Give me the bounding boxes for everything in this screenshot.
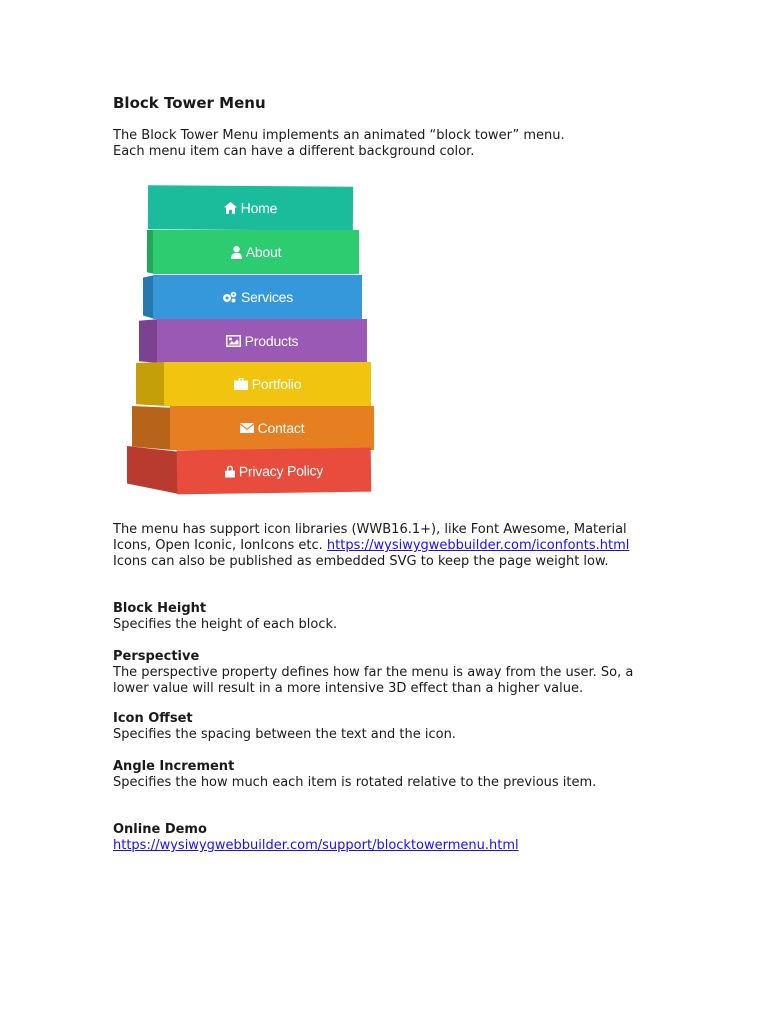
home-icon: [224, 202, 237, 214]
section-heading: Block Height: [113, 601, 207, 616]
page-title: Block Tower Menu: [113, 94, 266, 112]
block-front: [153, 275, 362, 319]
block-side: [139, 319, 159, 363]
menu-item-portfolio[interactable]: [136, 362, 371, 406]
section-text: The perspective property defines how far the menu is away from the user. So, a: [113, 665, 634, 680]
menu-item-label: Contact: [257, 420, 305, 436]
section-icon-offset: [113, 711, 456, 743]
menu-item-contact[interactable]: [132, 406, 374, 450]
text-line: [113, 538, 629, 554]
briefcase-icon: [234, 378, 248, 390]
lock-icon: [225, 466, 235, 478]
block-front: [177, 448, 372, 495]
section-heading: Online Demo: [113, 822, 207, 837]
section-text: Specifies the how much each item is rotated relative to the previous item.: [113, 775, 597, 790]
block-front: [153, 230, 359, 274]
section-angle-increment: [113, 759, 596, 791]
intro-line: Each menu item can have a different background color.: [113, 144, 475, 159]
block-front: [164, 362, 371, 406]
section-heading: Icon Offset: [113, 711, 193, 726]
block-front: [157, 319, 367, 363]
menu-item-products[interactable]: [139, 319, 367, 363]
section-perspective: [113, 649, 633, 697]
menu-item-label: Portfolio: [251, 376, 302, 392]
envelope-icon: [240, 423, 254, 433]
text-line: Icons can also be published as embedded SVG to keep the page weight low.: [113, 554, 609, 569]
iconfonts-link[interactable]: https://wysiwygwebbuilder.com/iconfonts.html: [326, 538, 630, 553]
menu-item-label: Services: [240, 289, 294, 305]
block-side: [132, 406, 172, 450]
section-online-demo: [113, 822, 519, 854]
image-icon: [226, 335, 241, 347]
menu-item-home[interactable]: [148, 185, 353, 230]
intro-line: The Block Tower Menu implements an animated “block tower” menu.: [113, 128, 565, 143]
menu-item-about[interactable]: [147, 230, 359, 274]
gears-icon: [222, 291, 237, 303]
block-side: [136, 362, 166, 406]
user-icon: [231, 246, 242, 259]
icon-support-paragraph: [113, 522, 629, 570]
block-side: [127, 446, 179, 494]
block-front: [170, 406, 374, 450]
text-segment: Icons, Open Iconic, IonIcons etc.: [113, 538, 327, 553]
section-text: Specifies the height of each block.: [113, 617, 338, 632]
section-heading: Perspective: [113, 649, 200, 664]
section-heading: Angle Increment: [113, 759, 235, 774]
menu-item-services[interactable]: [143, 275, 362, 319]
block-tower-menu: [133, 184, 393, 500]
menu-item-label: About: [245, 244, 282, 260]
text-line: The menu has support icon libraries (WWB16.1+), like Font Awesome, Material: [113, 522, 627, 537]
menu-item-label: Products: [244, 333, 299, 349]
menu-item-privacy-policy[interactable]: [127, 446, 377, 494]
section-text: lower value will result in a more intensive 3D effect than a higher value.: [113, 681, 584, 696]
menu-item-label: Home: [240, 199, 278, 217]
menu-item-label: Privacy Policy: [238, 462, 324, 480]
section-block-height: [113, 601, 337, 633]
intro-paragraph: [113, 128, 565, 160]
section-text: Specifies the spacing between the text and the icon.: [113, 727, 456, 742]
block-front: [148, 185, 353, 230]
demo-link[interactable]: https://wysiwygwebbuilder.com/support/blocktowermenu.html: [113, 838, 519, 853]
